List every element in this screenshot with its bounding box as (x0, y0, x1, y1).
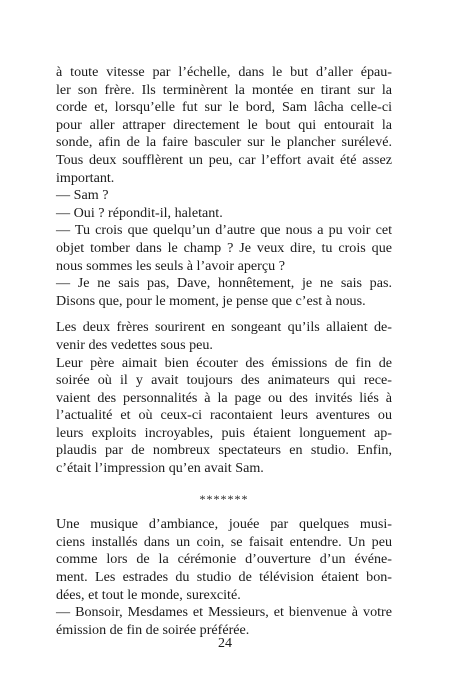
text-line: pour aller attraper directement le bout qui entourait la (56, 116, 392, 133)
page-number: 24 (218, 636, 232, 651)
paragraph-gap (56, 310, 392, 319)
section-separator: ******* (199, 491, 249, 506)
dialogue-line: Disons que, pour le moment, je pense que c’est à nous. (56, 292, 366, 309)
dialogue-line: — Sam ? (56, 187, 109, 204)
text-line: venir des vedettes sous peu. (56, 336, 213, 353)
text-line: important. (56, 169, 115, 186)
text-line: Une musique d’ambiance, jouée par quelques musi- (56, 516, 392, 533)
text-line: Leur père aimait bien écouter des émissions de fin de (56, 354, 392, 371)
text-line: corde et, lorsqu’elle fut sur le bord, Sam lâcha celle-ci (56, 99, 392, 116)
paragraph-block-1 (56, 64, 392, 310)
text-line: vaient des personnalités à la page ou des invités liés à (56, 389, 392, 406)
text-line: l’actualité et où ceux-ci racontaient leurs aventures ou (56, 407, 392, 424)
dialogue-line: émission de fin de soirée préférée. (56, 621, 250, 638)
dialogue-line: — Bonsoir, Mesdames et Messieurs, et bienvenue à votre (56, 604, 392, 621)
paragraph-gap (56, 478, 392, 487)
text-line: sonde, afin de la faire basculer sur le plancher surélevé. (56, 134, 392, 151)
dialogue-line: — Oui ? répondit-il, haletant. (56, 204, 223, 221)
paragraph-block-3 (56, 516, 392, 639)
paragraph-block-2 (56, 319, 392, 477)
dialogue-line: — Tu crois que quelqu’un d’autre que nous a pu voir cet (56, 222, 392, 239)
text-line: soirée où il y avait toujours des animateurs qui rece- (56, 372, 392, 389)
page-body (56, 64, 392, 639)
dialogue-line: — Je ne sais pas, Dave, honnêtement, je ne sais pas. (56, 275, 392, 292)
text-line: c’était l’impression qu’en avait Sam. (56, 460, 264, 477)
text-line: ler son frère. Ils terminèrent la montée en tirant sur la (56, 81, 392, 98)
dialogue-line: objet tomber dans le champ ? Je veux dire, tu crois que (56, 239, 392, 256)
text-line: dées, et tout le monde, surexcité. (56, 586, 241, 603)
text-line: ciens installés dans un coin, se faisait entendre. Un peu (56, 533, 392, 550)
text-line: à toute vitesse par l’échelle, dans le but d’aller épau- (56, 64, 392, 80)
text-line: ment. Les estrades du studio de télévision étaient bon- (56, 569, 392, 586)
text-line: leurs exploits incroyables, puis étaient longuement ap- (56, 424, 392, 441)
dialogue-line: nous sommes les seuls à l’avoir aperçu ? (56, 257, 285, 274)
text-line: comme lors de la cérémonie d’ouverture d’un événe- (56, 551, 392, 568)
text-line: Tous deux soufflèrent un peu, car l’effort avait été assez (56, 151, 392, 168)
text-line: Les deux frères sourirent en songeant qu’ils allaient de- (56, 319, 392, 336)
text-line: plaudis par de nombreux spectateurs en studio. Enfin, (56, 442, 392, 459)
